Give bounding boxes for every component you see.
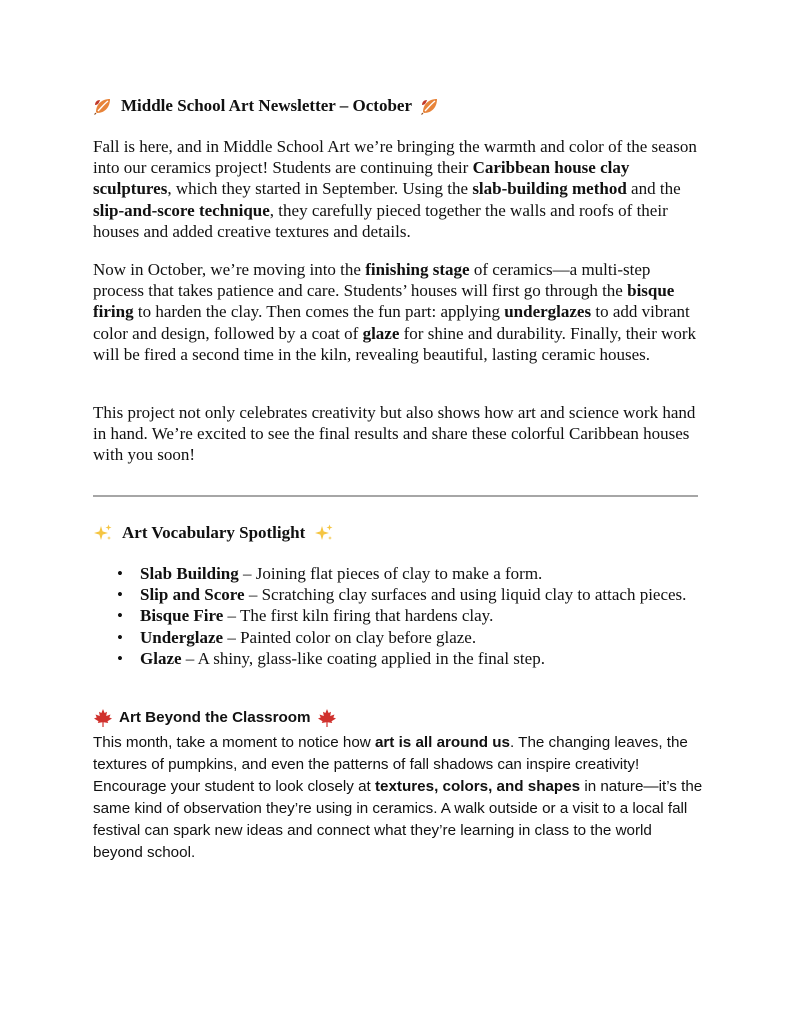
vocab-definition: – The first kiln firing that hardens clay. [223, 606, 494, 626]
title-text: Middle School Art Newsletter – October [121, 96, 412, 115]
vocab-term: Slab Building [140, 564, 239, 583]
sparkles-icon [93, 523, 113, 543]
vocab-term: Glaze [140, 648, 182, 668]
maple-leaf-icon [317, 708, 337, 728]
intro-paragraph [93, 136, 703, 242]
vocab-definition: – Joining flat pieces of clay to make a form. [238, 564, 543, 583]
october-text-2: of ceramics—a multi-step process that takes patience and care. Students’ houses will first go through the [93, 260, 651, 301]
beyond-heading-text: Art Beyond the Classroom [119, 709, 311, 726]
bullet-icon: • [117, 564, 123, 583]
vocab-term: Bisque Fire [140, 606, 224, 626]
autumn-leaf-icon [420, 96, 440, 116]
vocabulary-list [93, 563, 693, 669]
vocabulary-heading [93, 522, 334, 544]
beyond-heading [93, 707, 337, 729]
list-item [93, 648, 693, 669]
beyond-bold-2: textures, colors, and shapes [374, 778, 581, 795]
section-divider [93, 495, 698, 497]
october-text-1: Now in October, we’re moving into the [93, 260, 366, 279]
october-bold-4: glaze [362, 323, 400, 343]
vocab-definition: – Painted color on clay before glaze. [223, 627, 477, 647]
october-text-5: for shine and durability. Finally, their work will be fired a second time in the kiln, revealing beautiful, lasting ceramic houses. [93, 323, 697, 364]
list-item [93, 584, 693, 605]
list-item [93, 627, 693, 648]
intro-text-3: and the [626, 179, 681, 199]
vocab-term: Slip and Score [140, 585, 245, 605]
newsletter-title [93, 95, 440, 117]
october-paragraph [93, 259, 703, 365]
beyond-text-1: This month, take a moment to notice how [93, 734, 375, 751]
intro-bold-3: slip-and-score technique [93, 200, 270, 220]
october-text-4: to add vibrant color and design, followed by a coat of [93, 302, 690, 343]
bullet-icon: • [117, 606, 123, 626]
october-bold-1: finishing stage [365, 260, 470, 279]
maple-leaf-icon [93, 708, 113, 728]
october-bold-2: bisque firing [93, 281, 675, 322]
beyond-bold-1: art is all around us [374, 734, 510, 751]
vocabulary-heading-text: Art Vocabulary Spotlight [122, 523, 306, 542]
intro-text-1: Fall is here, and in Middle School Art we’re bringing the warmth and color of the season into our ceramics project! Students are continuing their [93, 137, 697, 178]
list-item [93, 563, 693, 584]
october-text-3: to harden the clay. Then comes the fun part: applying [133, 302, 505, 322]
list-item [93, 605, 693, 626]
october-bold-3: underglazes [504, 302, 592, 322]
intro-bold-1: Caribbean house clay sculptures [93, 158, 630, 199]
intro-text-4: , they carefully pieced together the walls and roofs of their houses and added creative textures and details. [93, 200, 668, 241]
beyond-text-3: in nature—it’s the same kind of observation they’re using in ceramics. A walk outside or a visit to a local fall festival can spark new ideas and connect what they’re learning in class to the world beyond school. [93, 778, 703, 861]
beyond-paragraph [93, 732, 703, 864]
bullet-icon: • [117, 627, 123, 647]
intro-text-2: , which they started in September. Using the [167, 179, 473, 199]
bullet-icon: • [117, 585, 123, 605]
autumn-leaf-icon [93, 96, 113, 116]
vocab-definition: – Scratching clay surfaces and using liquid clay to attach pieces. [244, 585, 687, 605]
vocab-definition: – A shiny, glass-like coating applied in the final step. [181, 648, 545, 668]
vocab-term: Underglaze [140, 627, 224, 647]
beyond-text-2: . The changing leaves, the textures of pumpkins, and even the patterns of fall shadows can inspire creativity! Encourage your student to look closely at [93, 734, 688, 795]
bullet-icon: • [117, 648, 123, 668]
intro-bold-2: slab-building method [472, 179, 627, 199]
closing-paragraph: This project not only celebrates creativity but also shows how art and science work hand in hand. We’re excited to see the final results and share these colorful Caribbean houses with you soon! [93, 403, 696, 465]
sparkles-icon [314, 523, 334, 543]
